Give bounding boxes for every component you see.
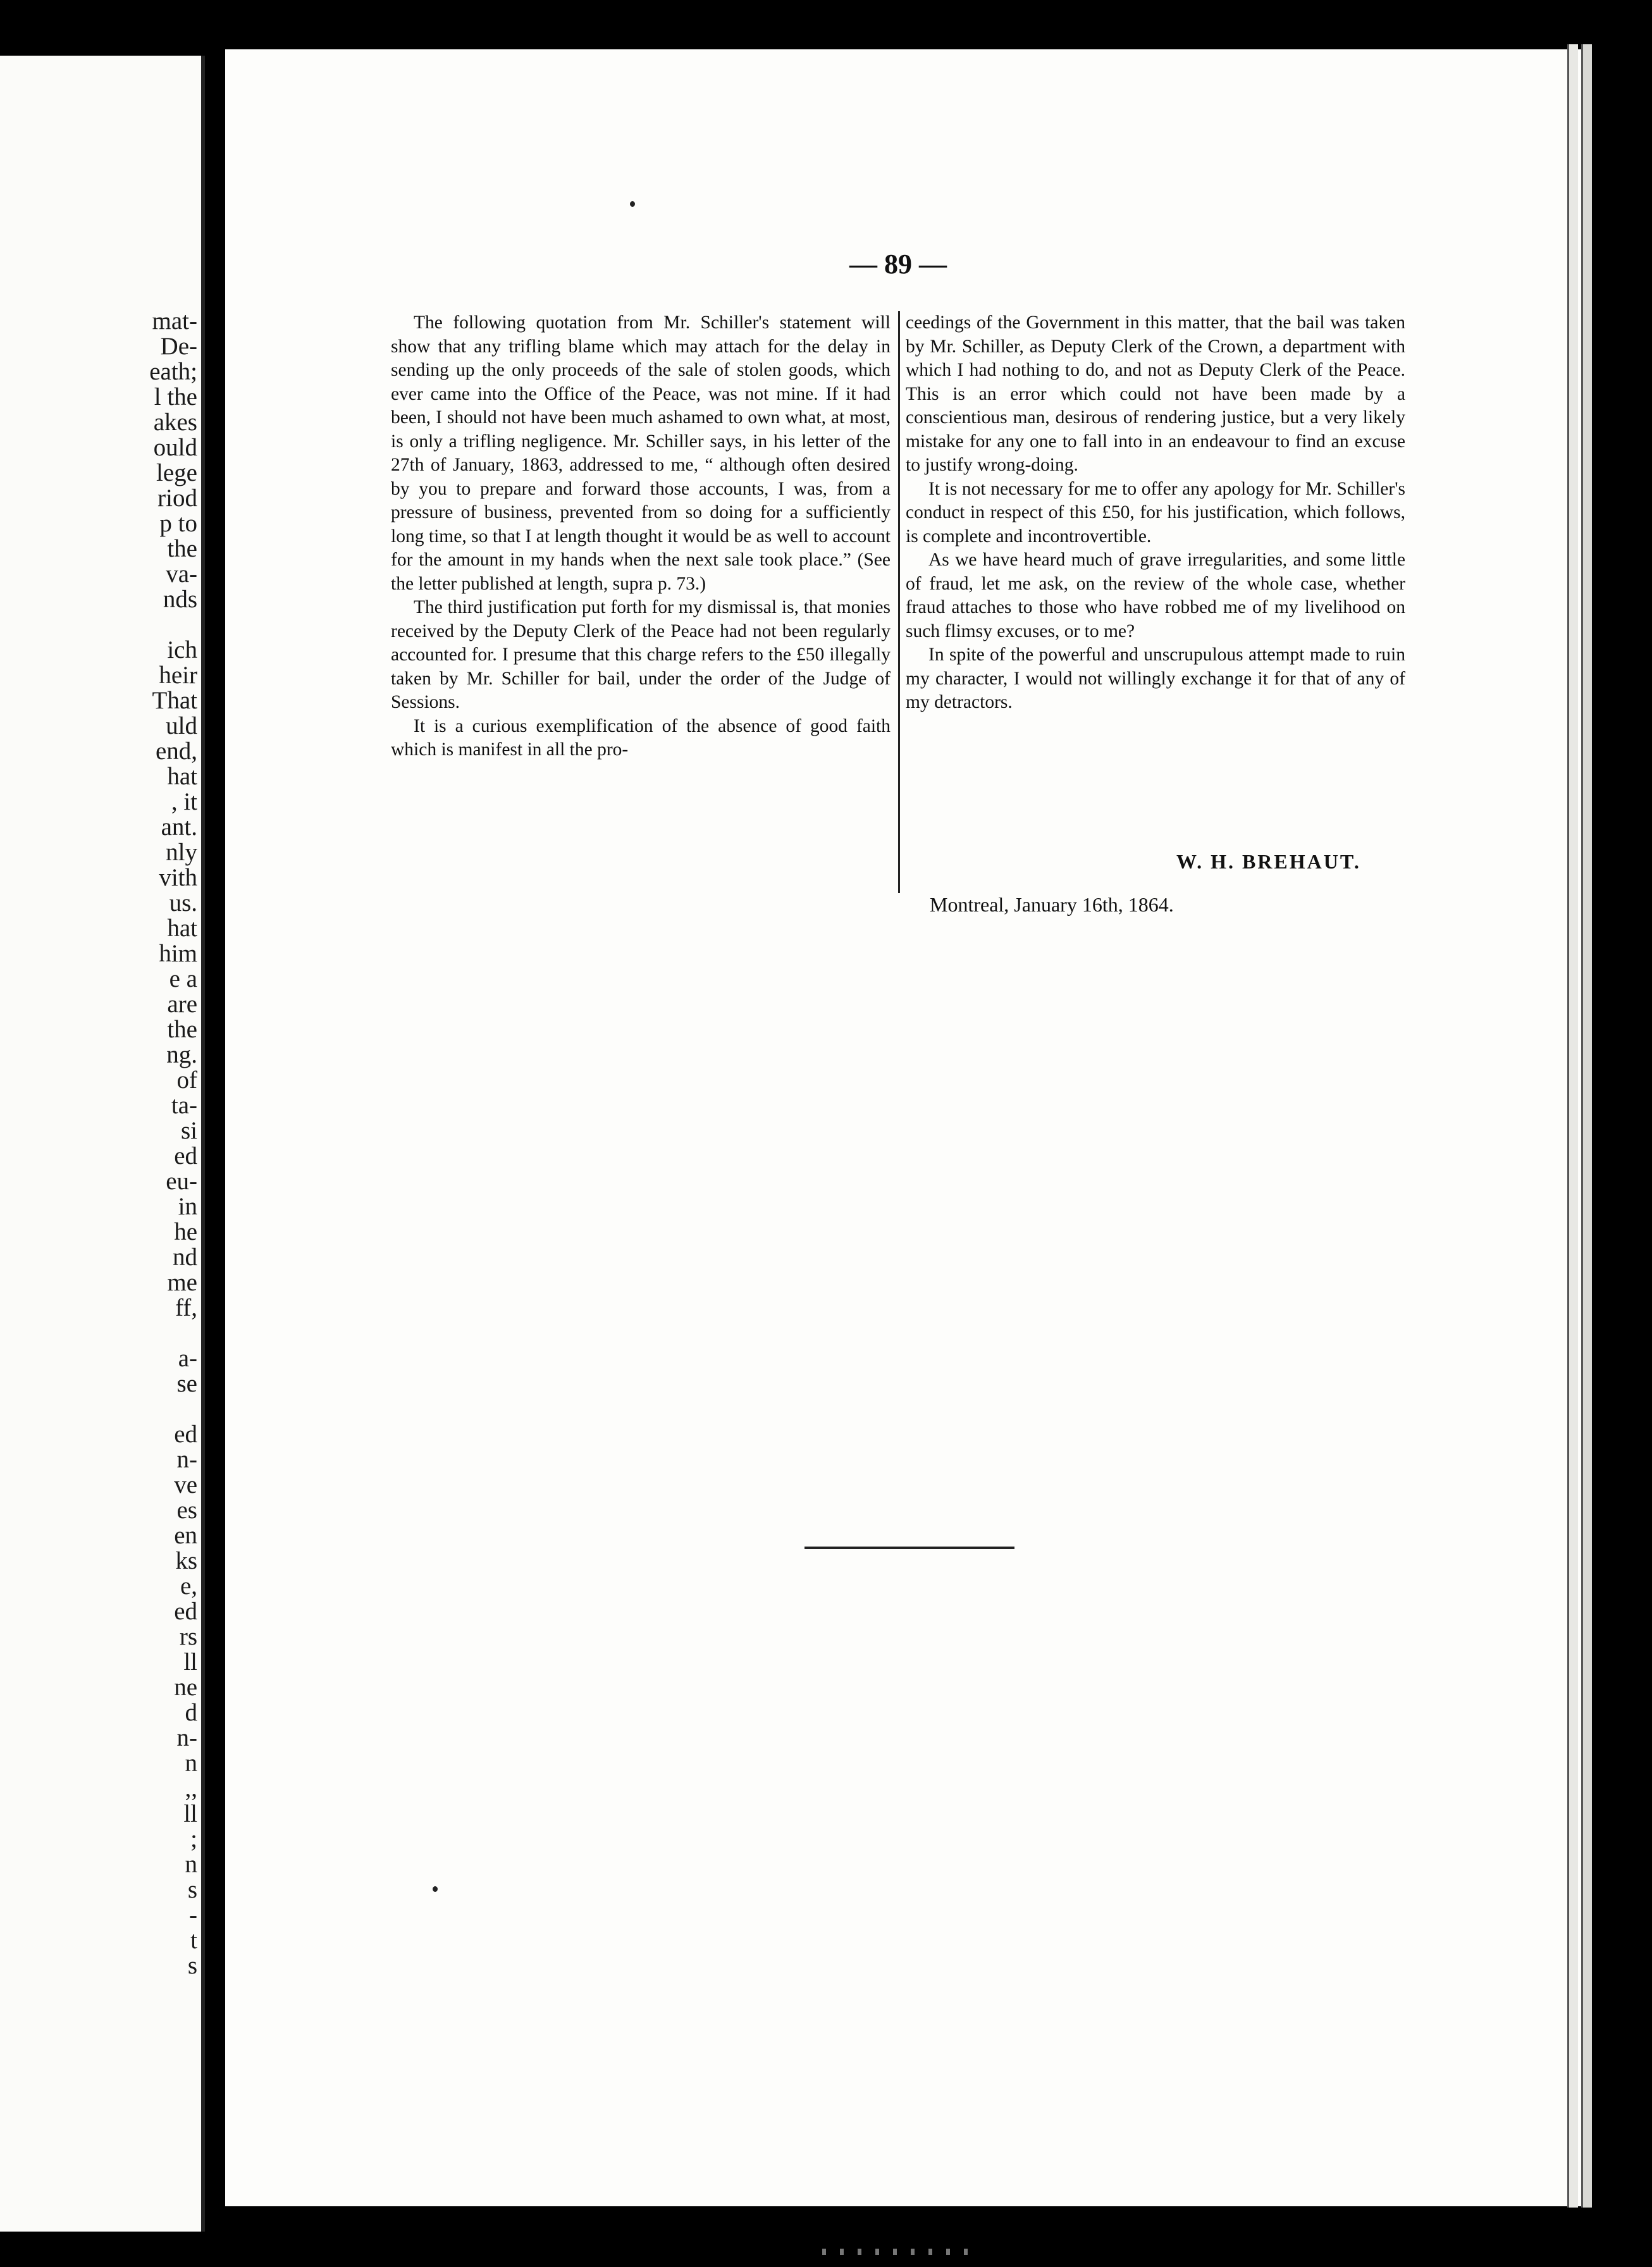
paragraph: It is not necessary for me to offer any apology for Mr. Schiller's conduct in respect of this £50, for his justification, which follows, is complete and incontrovertible. bbox=[906, 478, 1405, 547]
end-rule bbox=[804, 1547, 1014, 1549]
paragraph: In spite of the powerful and unscrupulous attempt made to ruin my character, I would not willingly exchange it for that of any of my detractors. bbox=[906, 645, 1405, 712]
right-column bbox=[906, 311, 1405, 715]
signature: W. H. BREHAUT. bbox=[1176, 850, 1361, 873]
paragraph: As we have heard much of grave irregularities, and some little of fraud, let me ask, on the review of the whole case, whether fraud attaches to those who have robbed me of my livelihood on such flimsy excuses, or to me? bbox=[906, 550, 1405, 641]
scan-artifacts bbox=[822, 2249, 974, 2255]
page-stack-edge bbox=[1567, 44, 1578, 2208]
page-number: — 89 — bbox=[849, 249, 947, 280]
paragraph: It is a curious exemplification of the absence of good faith which is manifest in all the pro- bbox=[391, 715, 891, 760]
ink-speck bbox=[433, 1886, 438, 1892]
page-stack-edge bbox=[1581, 44, 1592, 2208]
paragraph: The following quotation from Mr. Schiller's statement will show that any trifling blame which may attach for the delay in sending up the only proceeds of the sale of stolen goods, which ever came into the Office of the Peace, was not mine. If it had been, I should not have been much ashamed to own what, at most, is only a trifling negligence. Mr. Schiller says, in his letter of the 27th of January, 1863, addressed to me, “ although often desired by you to prepare and forward those accounts, I was, from a pressure of business, prevented from so doing for a sufficiently long time, so that I at length thought it would be as well to account for the amount in my hands when the next sale took place.” (See the letter published at length, supra p. 73.) bbox=[391, 312, 891, 594]
ink-speck bbox=[630, 201, 635, 207]
facing-page-text-fragments: mat- De- eath; l the akes ould lege riod p to the va- nds ich heir That uld end, hat , it ant. nly vith us. hat him e a are the ng. of ta- si ed eu- in he nd me ff, a- se ed n- ve es en ks e, ed rs ll ne d n- n ,, ll ; n s - t s bbox=[149, 307, 197, 1979]
paragraph: The third justification put forth for my dismissal is, that monies received by the Deputy Clerk of the Peace had not been regularly accounted for. I presume that this charge refers to the £50 illegally taken by Mr. Schiller for bail, under the order of the Judge of Sessions. bbox=[391, 597, 891, 712]
column-divider bbox=[898, 311, 900, 893]
dateline: Montreal, January 16th, 1864. bbox=[930, 893, 1174, 916]
left-column bbox=[391, 311, 891, 762]
paragraph: ceedings of the Government in this matter, that the bail was taken by Mr. Schiller, as Deputy Clerk of the Crown, a department with which I had nothing to do, and not as Deputy Clerk of the Peace. This is an error which could not have been made by a conscientious man, desirous of rendering justice, but a very likely mistake for any one to fall into in an endeavour to find an excuse to justify wrong-doing. bbox=[906, 312, 1405, 475]
facing-page-edge bbox=[0, 56, 205, 2232]
